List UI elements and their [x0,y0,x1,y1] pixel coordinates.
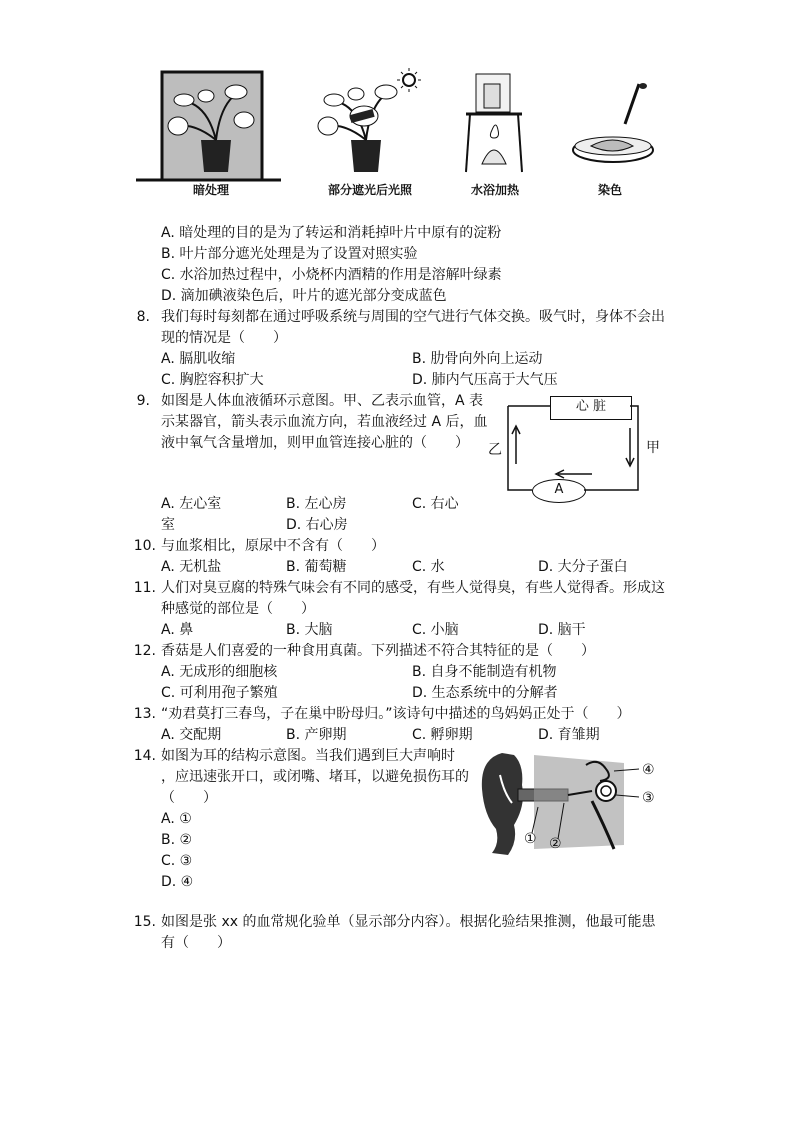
question-stem: 如图为耳的结构示意图。当我们遇到巨大声响时 [161,748,455,764]
option-c: C. 胸腔容积扩大 [161,372,264,388]
question-stem: 现的情况是（ ） [161,330,287,346]
caption-partial-shading: 部分遮光后光照 [327,183,412,197]
option-c: C. 小脑 [412,622,459,638]
option-a: A. 无成形的细胞核 [161,664,278,680]
option-d: D. 大分子蛋白 [538,559,628,575]
partial-shading-picture [306,68,426,183]
question-number: 13. [133,706,156,722]
question-number: 9. [136,393,150,409]
option-c: C. 右心 [412,496,459,512]
question-number: 10. [133,538,156,554]
option-a: A. 鼻 [161,622,194,638]
ear-label-4: ④ [642,762,655,778]
option-d: D. 脑干 [538,622,586,638]
question-number: 14. [133,748,156,764]
question-stem: ，应迅速张开口，或闭嘴、堵耳，以避免损伤耳的 [161,769,469,785]
caption-dark-treatment: 暗处理 [192,183,229,197]
option-d: D. 右心房 [286,517,348,533]
option-b: B. 大脑 [286,622,333,638]
staining-picture [567,84,655,174]
question-stem: 香菇是人们喜爱的一种食用真菌。下列描述不符合其特征的是（ ） [161,643,595,659]
water-bath-picture [462,68,532,183]
option-a: A. 膈肌收缩 [161,351,236,367]
option-b: B. 产卵期 [286,727,347,743]
question-stem: 如图是人体血液循环示意图。甲、乙表示血管，A 表 [161,393,484,409]
option-b: B. 葡萄糖 [286,559,347,575]
option-d: D. 育雏期 [538,727,600,743]
caption-staining: 染色 [597,183,622,197]
question-number: 12. [133,643,156,659]
question-stem: （ ） [161,790,217,806]
option-c-wrap: 室 [161,517,175,533]
vessel-yi-label: 乙 [488,442,502,458]
ear-label-2: ② [549,836,562,852]
question-stem: 与血浆相比，原尿中不含有（ ） [161,538,385,554]
question-stem: 液中氧气含量增加，则甲血管连接心脏的（ ） [161,435,469,451]
question-stem: 示某器官，箭头表示血流方向，若血液经过 A 后，血 [161,414,488,430]
question-stem: 我们每时每刻都在通过呼吸系统与周围的空气进行气体交换。吸气时，身体不会出 [161,309,665,325]
option-c: C. 孵卵期 [412,727,473,743]
caption-water-bath: 水浴加热 [470,183,519,197]
option-b: B. 叶片部分遮光处理是为了设置对照实验 [161,246,418,262]
question-stem: 如图是张 xx 的血常规化验单（显示部分内容）。根据化验结果推测，他最可能患 [161,914,656,930]
option-a: A. 暗处理的目的是为了转运和消耗掉叶片中原有的淀粉 [161,225,502,241]
question-number: 8. [136,309,150,325]
question-number: 15. [133,914,156,930]
option-b: B. ② [161,832,193,848]
option-b: B. 肋骨向外向上运动 [412,351,543,367]
ear-label-1: ① [524,831,537,847]
option-a: A. 左心室 [161,496,222,512]
question-stem: 人们对臭豆腐的特殊气味会有不同的感受，有些人觉得臭，有些人觉得香。形成这 [161,580,665,596]
option-a: A. ① [161,811,192,827]
question-number: 11. [133,580,156,596]
option-d: D. 滴加碘液染色后，叶片的遮光部分变成蓝色 [161,288,447,304]
ear-label-3: ③ [642,790,655,806]
vessel-jia-label: 甲 [646,440,660,456]
option-b: B. 左心房 [286,496,347,512]
question-stem: 种感觉的部位是（ ） [161,601,315,617]
option-c: C. 水 [412,559,445,575]
option-a: A. 无机盐 [161,559,222,575]
organ-a: A [532,479,586,503]
option-d: D. 生态系统中的分解者 [412,685,558,701]
option-d: D. 肺内气压高于大气压 [412,372,558,388]
option-b: B. 自身不能制造有机物 [412,664,557,680]
option-c: C. ③ [161,853,193,869]
question-stem: “劝君莫打三春鸟，子在巢中盼母归。”该诗句中描述的鸟妈妈正处于（ ） [161,706,631,722]
question-stem: 有（ ） [161,935,231,951]
option-c: C. 可利用孢子繁殖 [161,685,278,701]
option-c: C. 水浴加热过程中，小烧杯内酒精的作用是溶解叶绿素 [161,267,502,283]
heart-box: 心 脏 [550,396,632,420]
dark-treatment-picture [136,68,281,183]
option-d: D. ④ [161,874,194,890]
option-a: A. 交配期 [161,727,222,743]
